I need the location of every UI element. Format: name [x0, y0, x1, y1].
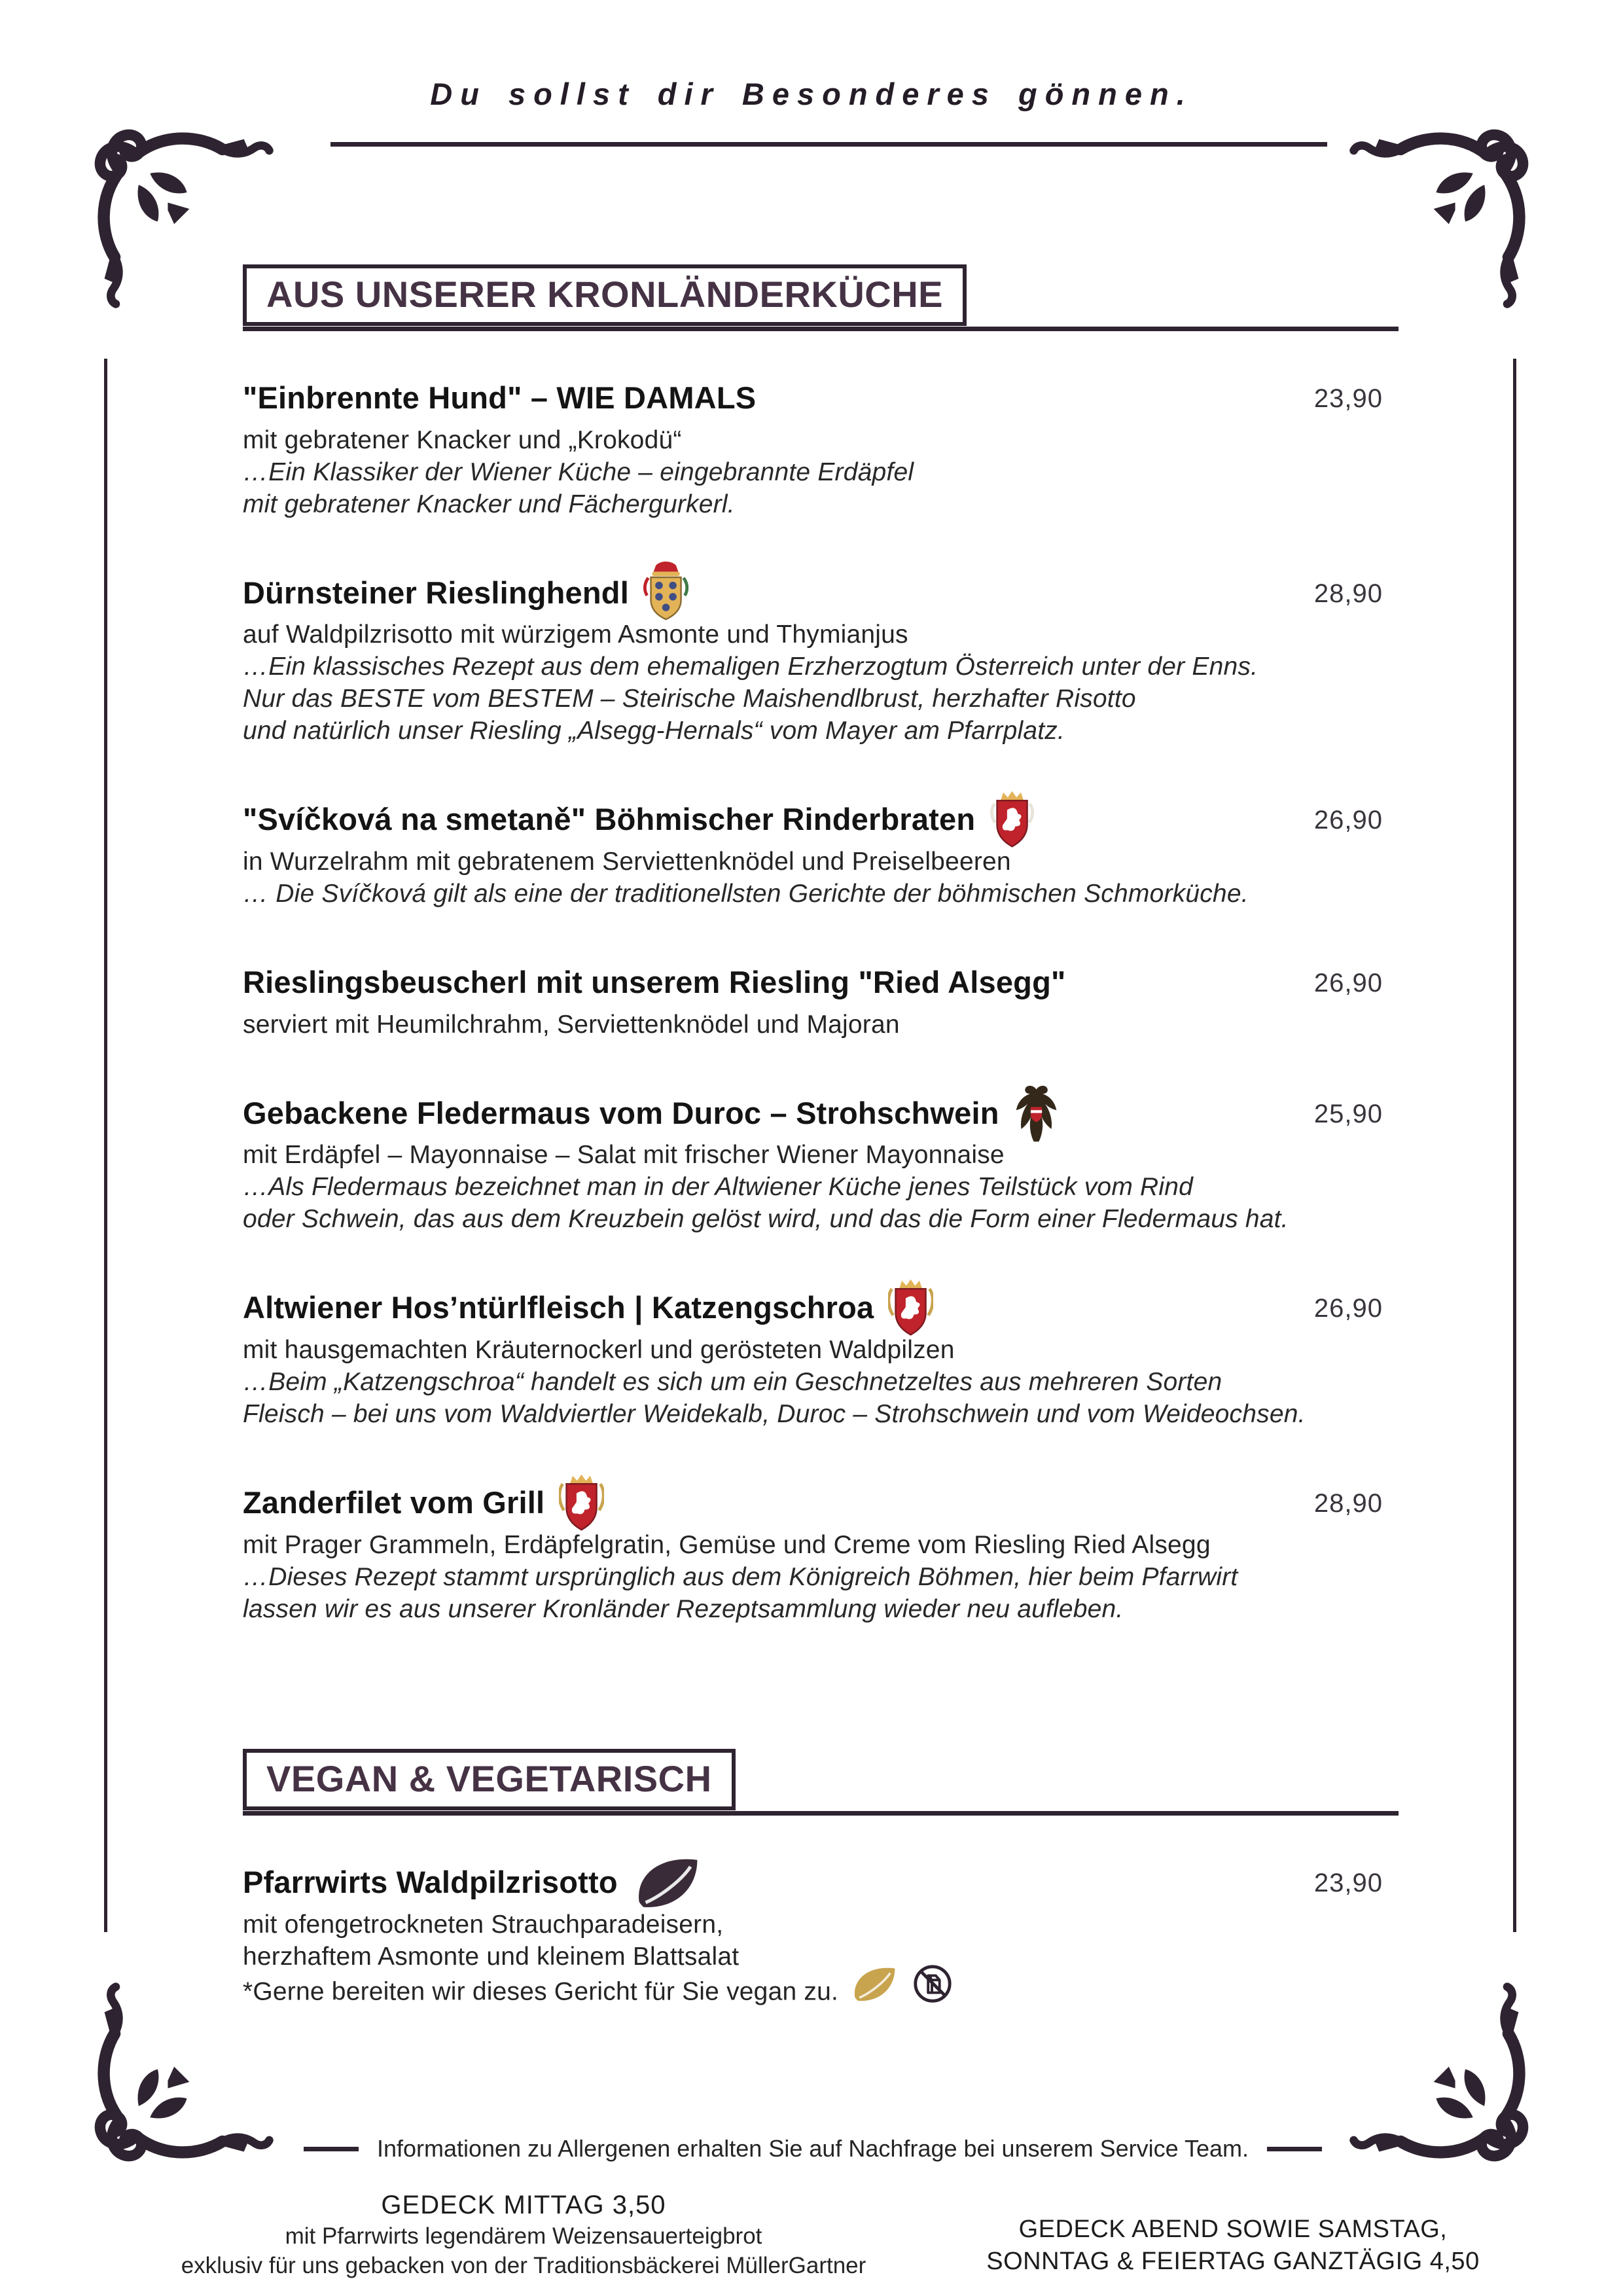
dish-price: 28,90 — [1313, 579, 1383, 608]
dish-name: Zanderfilet vom Grill — [243, 1485, 545, 1520]
bohemia-ornate-crest — [888, 1293, 933, 1322]
menu-item — [243, 1096, 1383, 1236]
dish-description-line: herzhaftem Asmonte und kleinem Blattsalat — [243, 1942, 740, 1971]
bohemia-ornate-crest — [559, 1488, 604, 1517]
dish-description-line: lassen wir es aus unserer Kronländer Rezeptsammlung wieder neu aufleben. — [243, 1594, 1124, 1623]
menu-item-header — [243, 965, 1383, 999]
allergen-dash-right — [1267, 2147, 1322, 2151]
section-header-rule — [243, 1811, 1399, 1816]
dish-description-line: … Die Svíčková gilt als eine der traditionellsten Gerichte der böhmischen Schmorküche. — [243, 880, 1249, 908]
dish-description-line: mit Erdäpfel – Mayonnaise – Salat mit frischer Wiener Mayonnaise — [243, 1141, 1005, 1170]
dish-description — [243, 1334, 1383, 1430]
gedeck-abend-line: GEDECK ABEND SOWIE SAMSTAG, — [1018, 2215, 1448, 2243]
dish-price: 26,90 — [1313, 1294, 1383, 1323]
page-tagline: Du sollst dir Besonderes gönnen. — [430, 77, 1193, 111]
dish-name: "Svíčková na smetaně" Böhmischer Rinderbraten — [243, 802, 976, 837]
section-items — [243, 1865, 1383, 2013]
dish-description-line: …Als Fledermaus bezeichnet man in der Altwiener Küche jenes Teilstück vom Rind — [243, 1173, 1194, 1202]
dish-price: 23,90 — [1313, 384, 1383, 413]
section-items — [243, 381, 1383, 1625]
dish-description-line: Fleisch – bei uns vom Waldviertler Weidekalb, Duroc – Strohschwein und vom Weideochsen. — [243, 1400, 1306, 1429]
dish-description-line: Nur das BESTE vom BESTEM – Steirische Maishendlbrust, herzhafter Risotto — [243, 685, 1136, 713]
dish-description-line: …Ein Klassiker der Wiener Küche – eingebrannte Erdäpfel — [243, 457, 914, 486]
menu-item — [243, 1865, 1383, 2013]
dish-description-line: mit gebratener Knacker und „Krokodü“ — [243, 425, 682, 454]
dish-name: Altwiener Hos’ntürlfleisch | Katzengschroa — [243, 1290, 874, 1325]
dish-name: Gebackene Fledermaus vom Duroc – Strohschwein — [243, 1095, 999, 1130]
right-border-line — [1513, 359, 1516, 1932]
vienna-eagle-crest — [1014, 1099, 1059, 1128]
dish-price: 23,90 — [1313, 1869, 1383, 1897]
dish-description-line: *Gerne bereiten wir dieses Gericht für Sie vegan zu. — [243, 1973, 1383, 2013]
dairy-free-icon — [899, 1973, 954, 2013]
allergen-note: Informationen zu Allergenen erhalten Sie auf Nachfrage bei unserem Service Team. — [376, 2135, 1249, 2162]
menu-item — [243, 802, 1383, 910]
dish-description-line: in Wurzelrahm mit gebratenem Serviettenknödel und Preiselbeeren — [243, 848, 1011, 876]
gedeck-abend-line: SONNTAG & FEIERTAG GANZTÄGIG 4,50 — [986, 2248, 1480, 2275]
dish-name: Dürnsteiner Rieslinghendl — [243, 575, 629, 610]
menu-item-header — [243, 576, 1383, 610]
dish-description — [243, 1009, 1383, 1041]
menu-item — [243, 1486, 1383, 1625]
vegan-leaf-icon — [838, 1973, 899, 2013]
dish-description-line: …Dieses Rezept stammt ursprünglich aus dem Königreich Böhmen, hier beim Pfarrwirt — [243, 1562, 1238, 1591]
menu-item — [243, 1291, 1383, 1430]
dish-price: 26,90 — [1313, 969, 1383, 998]
section-header — [243, 1749, 1383, 1817]
section-header — [243, 264, 1383, 332]
gedeck-mittag-title: GEDECK MITTAG 3,50 — [381, 2191, 666, 2219]
section-kronlaenderkueche — [243, 264, 1383, 1681]
menu-item-header — [243, 1865, 1383, 1899]
dish-name: Pfarrwirts Waldpilzrisotto — [243, 1865, 618, 1899]
menu-item-header — [243, 1291, 1383, 1325]
dish-description — [243, 1139, 1383, 1235]
dish-description-line: …Ein klassisches Rezept aus dem ehemaligen Erzherzogtum Österreich unter der Enns. — [243, 653, 1258, 681]
allergen-dash-left — [304, 2147, 359, 2151]
dish-description-line: oder Schwein, das aus dem Kreuzbein gelöst wird, und das die Form einer Fledermaus hat. — [243, 1205, 1289, 1234]
dish-description — [243, 1909, 1383, 2013]
section-vegan-vegetarisch — [243, 1749, 1383, 2069]
dish-description-line: mit hausgemachten Kräuternockerl und gerösteten Waldpilzen — [243, 1336, 955, 1365]
gedeck-mittag-line: mit Pfarrwirts legendärem Weizensauerteigbrot — [285, 2223, 762, 2249]
dish-description-line: serviert mit Heumilchrahm, Serviettenknödel und Majoran — [243, 1010, 900, 1039]
section-title: AUS UNSERER KRONLÄNDERKÜCHE — [243, 264, 967, 326]
tagline-underline — [330, 142, 1327, 147]
lower-austria-crest — [643, 579, 688, 607]
dish-price: 28,90 — [1313, 1489, 1383, 1518]
dish-description — [243, 846, 1383, 910]
menu-item-header — [243, 1486, 1383, 1520]
dish-description-line: mit Prager Grammeln, Erdäpfelgratin, Gemüse und Creme vom Riesling Ried Alsegg — [243, 1530, 1211, 1559]
allergen-note-row — [243, 2135, 1383, 2162]
menu-item — [243, 381, 1383, 520]
section-title: VEGAN & VEGETARISCH — [243, 1749, 736, 1810]
dish-name: Rieslingsbeuscherl mit unserem Riesling "Ried Alsegg" — [243, 965, 1066, 1000]
menu-item — [243, 965, 1383, 1041]
dish-description — [243, 619, 1383, 747]
dish-description — [243, 1529, 1383, 1625]
left-border-line — [104, 359, 107, 1932]
dish-description-line: mit ofengetrockneten Strauchparadeisern, — [243, 1910, 724, 1939]
dish-description-line: und natürlich unser Riesling „Alsegg-Hernals“ vom Mayer am Pfarrplatz. — [243, 717, 1065, 745]
bohemia-crest — [990, 805, 1035, 834]
dish-description-line: mit gebratener Knacker und Fächergurkerl. — [243, 490, 735, 518]
gedeck-abend-block — [906, 2214, 1560, 2278]
menu-item-header — [243, 381, 1383, 415]
menu-item-header — [243, 1096, 1383, 1130]
dish-name: "Einbrennte Hund" – WIE DAMALS — [243, 380, 757, 415]
gedeck-mittag-block — [157, 2189, 890, 2280]
menu-item-header — [243, 802, 1383, 836]
section-header-rule — [243, 327, 1399, 331]
vegetarian-leaf-icon — [632, 1868, 704, 1897]
dish-price: 26,90 — [1313, 806, 1383, 835]
dish-description-line: auf Waldpilzrisotto mit würzigem Asmonte und Thymianjus — [243, 620, 908, 649]
menu-item — [243, 576, 1383, 747]
gedeck-mittag-line: exklusiv für uns gebacken von der Traditionsbäckerei MüllerGartner — [181, 2253, 866, 2278]
dish-price: 25,90 — [1313, 1099, 1383, 1128]
dish-description-line: …Beim „Katzengschroa“ handelt es sich um ein Geschnetzeltes aus mehreren Sorten — [243, 1368, 1222, 1397]
dish-description — [243, 424, 1383, 520]
